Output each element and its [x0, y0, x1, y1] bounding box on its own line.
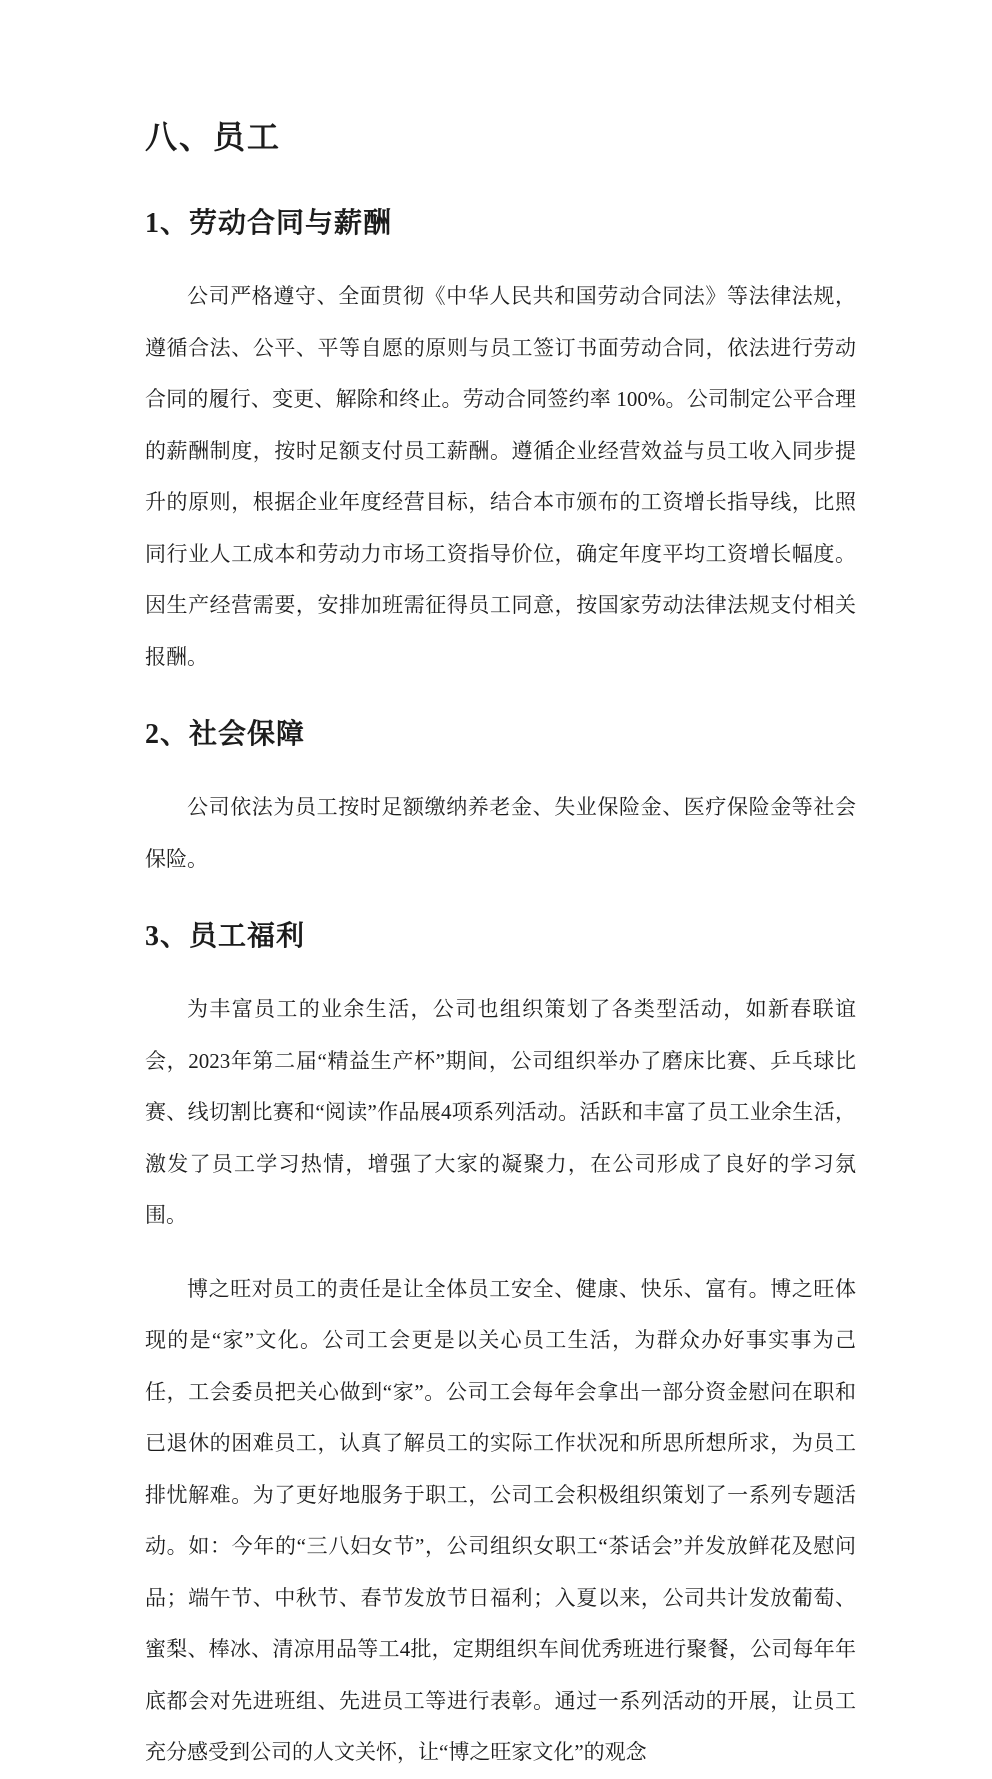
section-social-security: [145, 717, 856, 885]
section-2-paragraph: 公司依法为员工按时足额缴纳养老金、失业保险金、医疗保险金等社会保险。: [145, 795, 856, 871]
section-employee-benefits: [145, 919, 856, 1779]
section-labor-contract-and-pay: [145, 206, 856, 683]
section-2-heading: 2、社会保障: [145, 719, 306, 751]
section-3-paragraph-2: 博之旺对员工的责任是让全体员工安全、健康、快乐、富有。博之旺体现的是“家”文化。公司工会更是以关心员工生活，为群众办好事实事为己任，工会委员把关心做到“家”。公司工会每年会拿出一部分资金慰问在职和已退休的困难员工，认真了解员工的实际工作状况和所思所想所求，为员工排忧解难。为了更好地服务于职工，公司工会积极组织策划了一系列专题活动。如：今年的“三八妇女节”，公司组织女职工“茶话会”并发放鲜花及慰问品；端午节、中秋节、春节发放节日福利；入夏以来，公司共计发放葡萄、蜜梨、棒冰、清凉用品等工4批，定期组织车间优秀班进行聚餐，公司每年年底都会对先进班组、先进员工等进行表彰。通过一系列活动的开展，让员工充分感受到公司的人文关怀，让“博之旺家文化”的观念: [145, 1276, 856, 1765]
section-3-heading: 3、员工福利: [145, 921, 306, 953]
section-1-heading: 1、劳动合同与薪酬: [145, 208, 393, 240]
document-title: 八、员工: [145, 119, 282, 155]
section-3-paragraph-1: 为丰富员工的业余生活，公司也组织策划了各类型活动，如新春联谊会，2023年第二届“精益生产杯”期间，公司组织举办了磨床比赛、乒乓球比赛、线切割比赛和“阅读”作品展4项系列活动。活跃和丰富了员工业余生活，激发了员工学习热情，增强了大家的凝聚力，在公司形成了良好的学习氛围。: [145, 997, 856, 1228]
section-1-paragraph: 公司严格遵守、全面贯彻《中华人民共和国劳动合同法》等法律法规，遵循合法、公平、平等自愿的原则与员工签订书面劳动合同，依法进行劳动合同的履行、变更、解除和终止。劳动合同签约率 100%。公司制定公平合理的薪酬制度，按时足额支付员工薪酬。遵循企业经营效益与员工收入同步提升的原则，根据企业年度经营目标，结合本市颁布的工资增长指导线，比照同行业人工成本和劳动力市场工资指导价位，确定年度平均工资增长幅度。因生产经营需要，安排加班需征得员工同意，按国家劳动法律法规支付相关报酬。: [145, 284, 856, 669]
